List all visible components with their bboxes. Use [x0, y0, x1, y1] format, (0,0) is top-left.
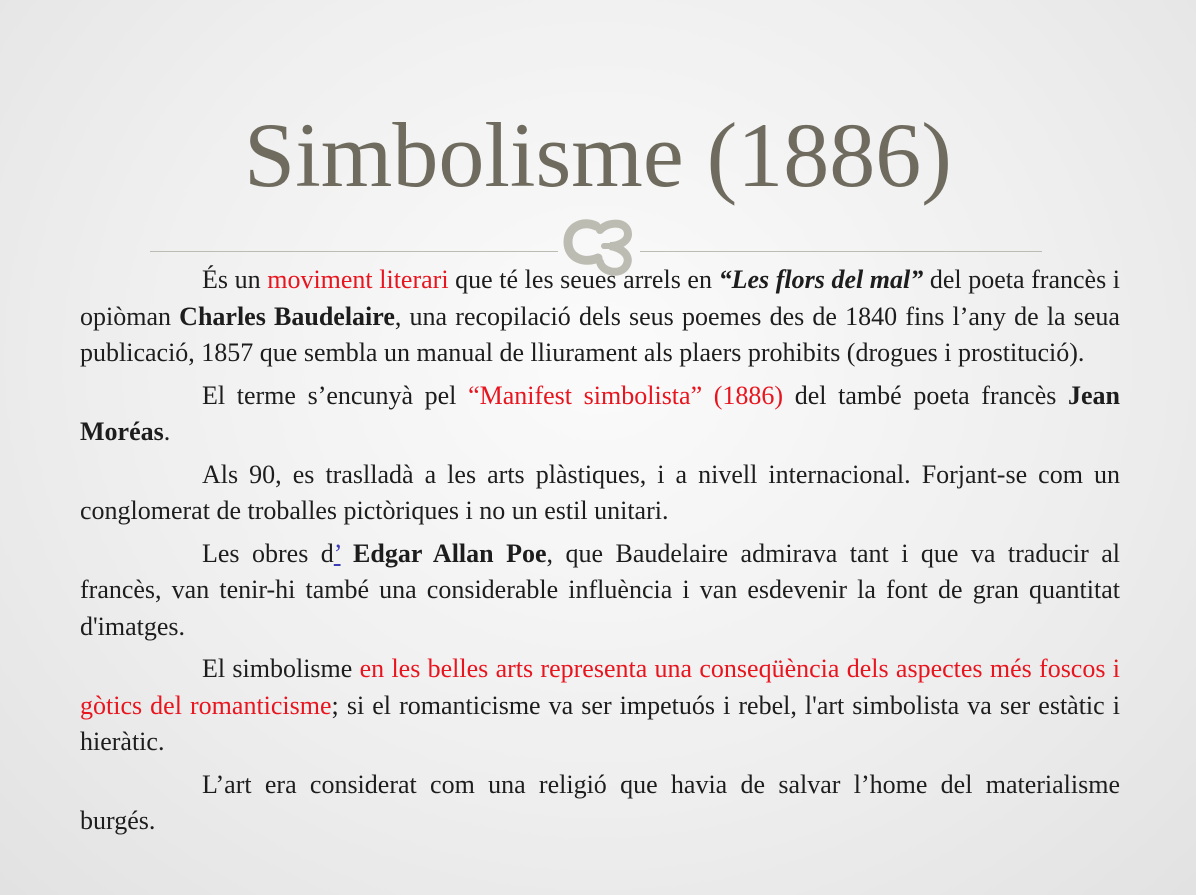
highlight-literary-movement: moviment literari: [267, 265, 449, 294]
book-title-les-flors-del-mal: “Les flors del mal”: [718, 265, 924, 294]
paragraph-2: [80, 378, 1120, 451]
text-span: Als 90, es traslladà a les arts plàstiques, i a nivell internacional. Forjant-se com un conglomerat de troballes pictòriques i no un estil unitari.: [80, 459, 1120, 525]
text-span: , una recopilació dels seus poemes des de 1840 fins l’any de la seua publicació, 1857 que sembla un manual de lliurament als plaers prohibits (drogues i prostitució).: [80, 301, 1120, 367]
text-span: ; si el romanticisme va ser impetuós i rebel, l'art simbolista va ser estàtic i hieràtic.: [80, 690, 1120, 756]
highlight-manifest-simbolista: “Manifest simbolista” (1886): [468, 380, 784, 410]
text-span: [341, 539, 353, 568]
paragraph-1: [80, 262, 1120, 372]
paragraph-6: [80, 767, 1120, 840]
paragraph-5: [80, 651, 1120, 761]
text-span: que té les seues arrels en: [448, 265, 719, 294]
name-edgar-allan-poe: Edgar Allan Poe: [353, 538, 547, 568]
text-span: Les obres d: [202, 538, 334, 568]
title-divider-right: [640, 251, 1042, 252]
text-span: L’art era considerat com una religió que havia de salvar l’home del materialisme burgés.: [80, 769, 1120, 835]
slide-title: Simbolisme (1886): [244, 104, 952, 206]
text-span: El simbolisme: [202, 654, 360, 683]
name-charles-baudelaire: Charles Baudelaire: [179, 301, 395, 331]
text-span: del també poeta francès: [783, 380, 1069, 410]
paragraph-3: [80, 457, 1120, 530]
text-span: .: [163, 417, 171, 446]
text-span: El terme s’encunyà pel: [202, 380, 469, 410]
name-jean-moreas: Jean Moréas: [80, 380, 1121, 446]
body-text: [80, 262, 1120, 846]
text-span: , que Baudelaire admirava tant i que va traducir al francès, van tenir-hi també una considerable influència i van esdevenir la font de gran quantitat d'imatges.: [80, 538, 1121, 641]
highlight-fine-arts: en les belles arts representa una conseqüència dels aspectes més foscos i gòtics del romanticisme: [80, 654, 1120, 720]
paragraph-4: [80, 536, 1120, 646]
text-span: És un: [202, 265, 268, 294]
text-span: del poeta francès i opiòman: [80, 265, 1121, 331]
title-divider-left: [150, 251, 558, 252]
apostrophe-mark: ’: [333, 538, 341, 568]
